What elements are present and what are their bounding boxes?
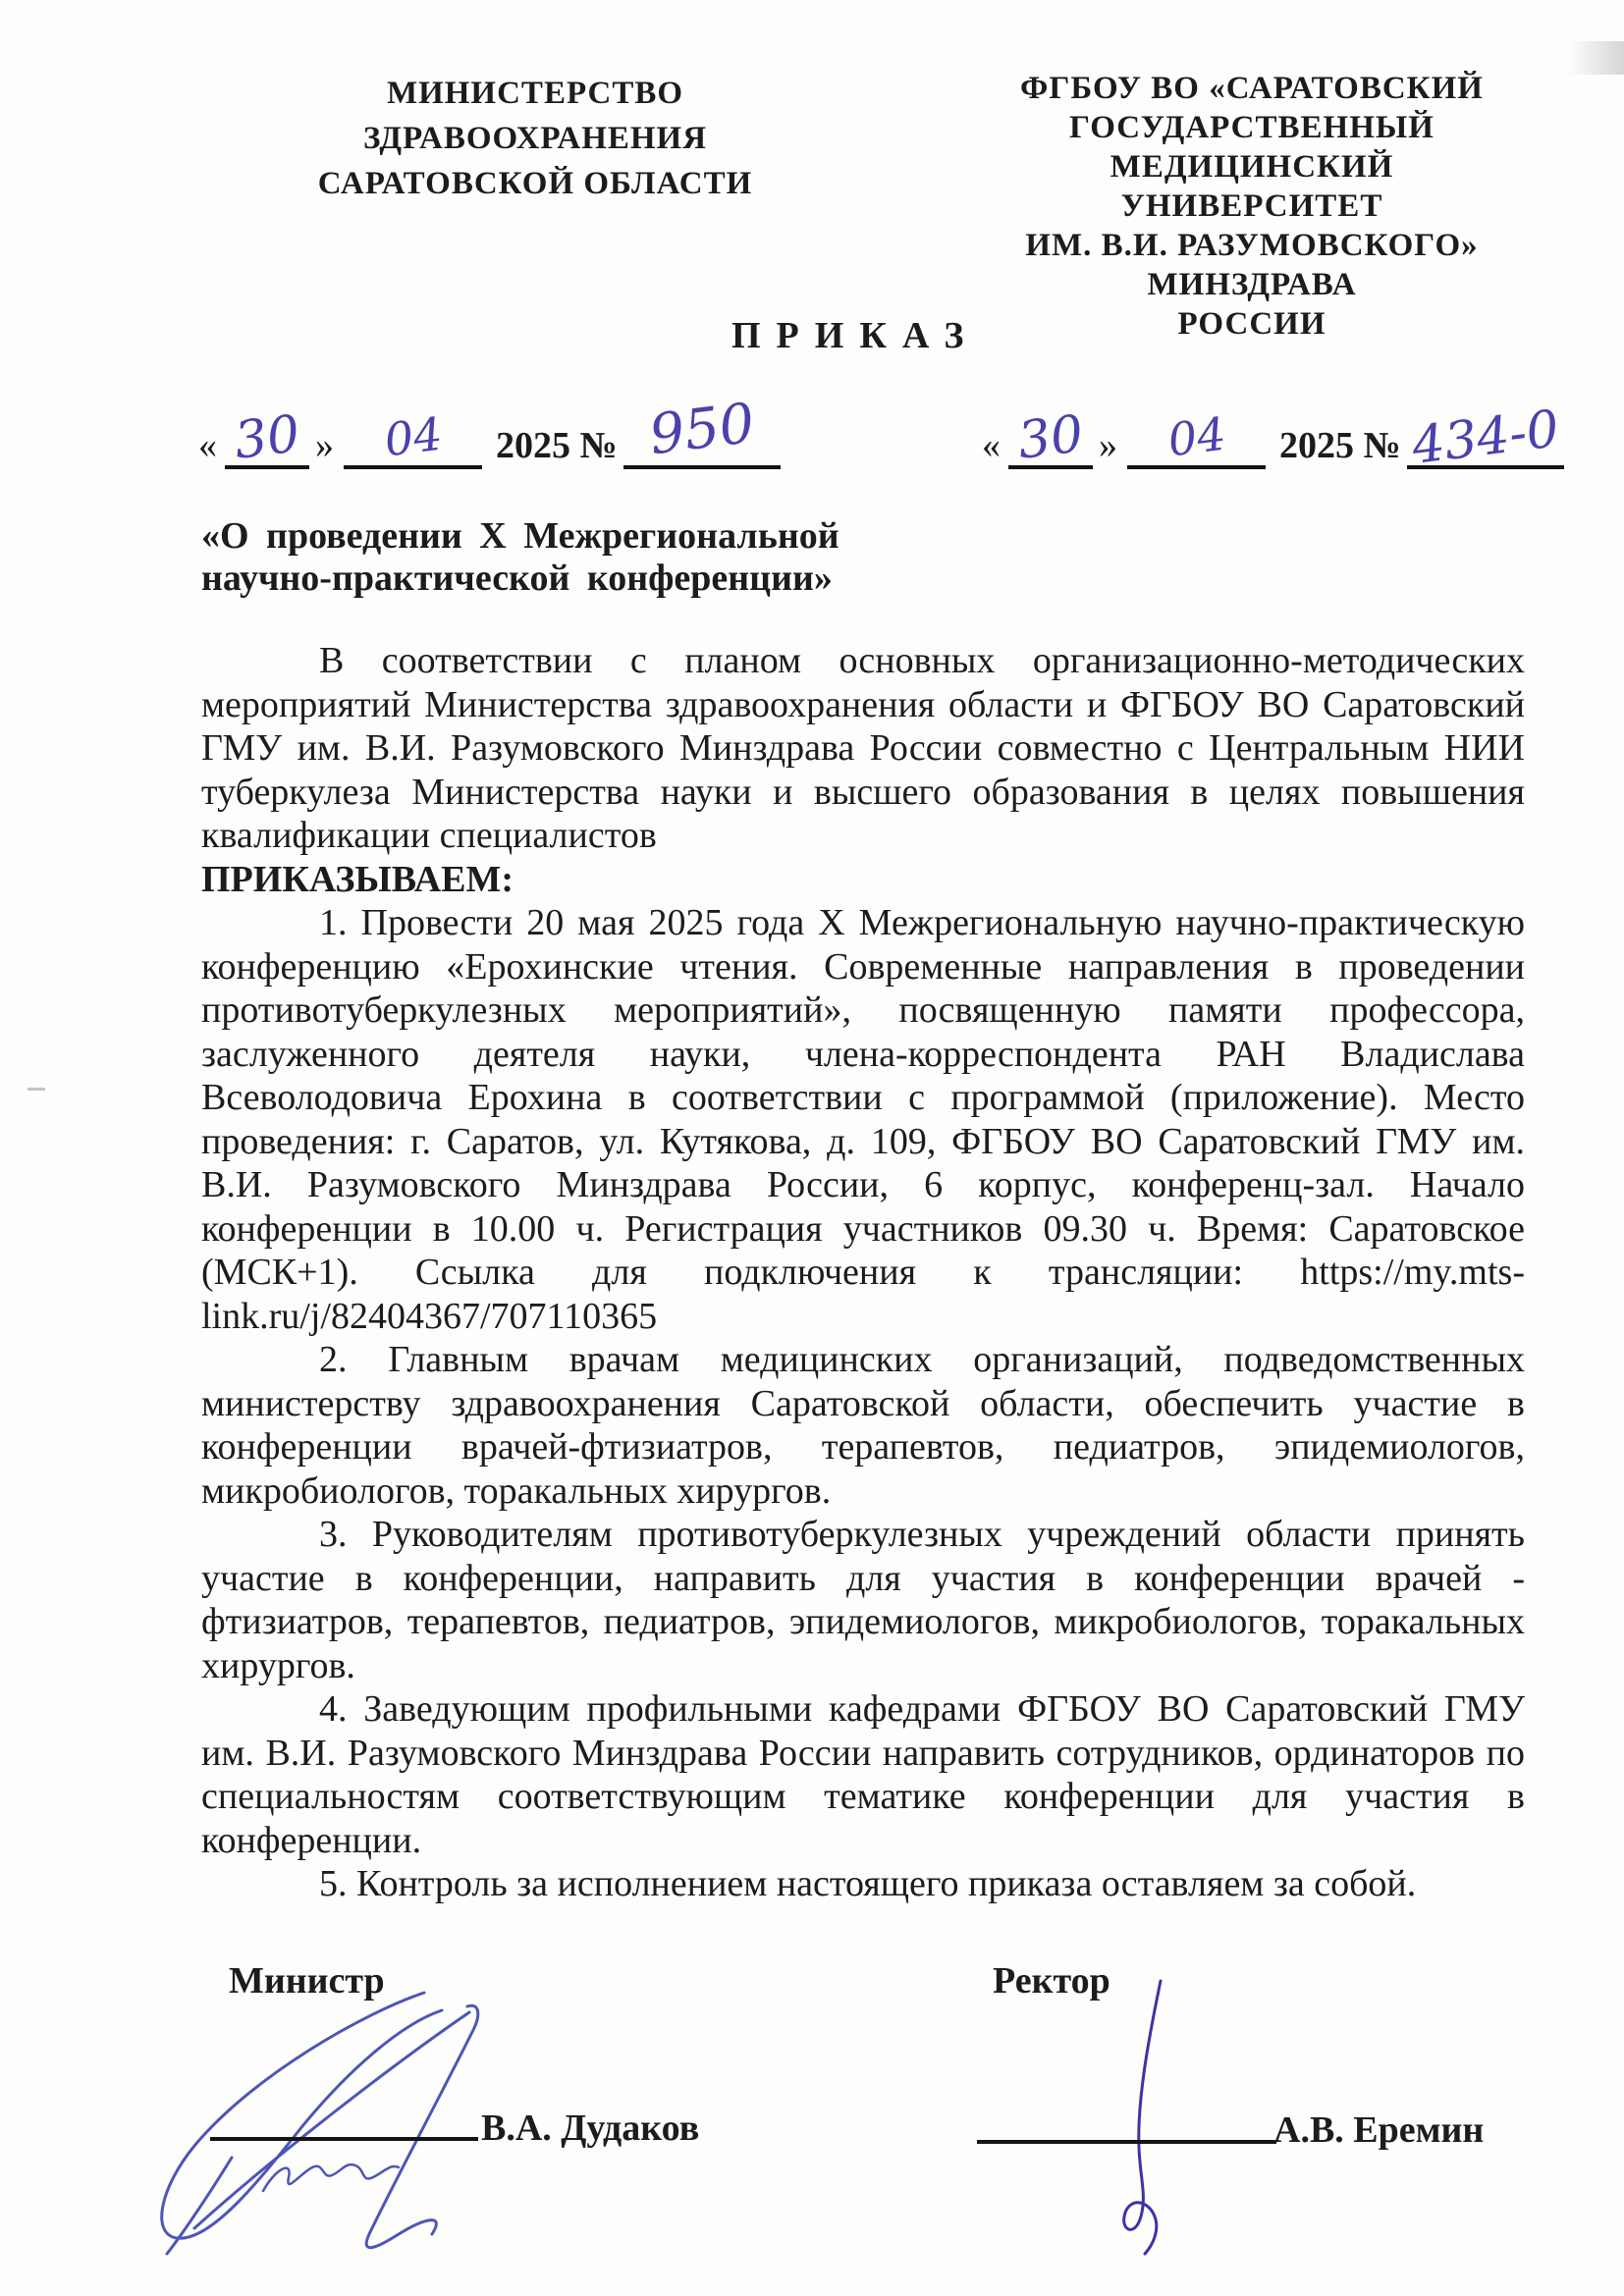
date-number-field-ministry	[198, 391, 781, 471]
order-item-3: 3. Руководителям противотуберкулезных учреждений области принять участие в конференции, направить для участия в конференции врачей - фтизиатров, терапевтов, педиатров, эпидемиологов, микробиологов, торакальных хирургов.	[201, 1514, 1525, 1686]
signer-title-minister: Министр	[229, 1960, 385, 2002]
order-item-4: 4. Заведующим профильными кафедрами ФГБОУ ВО Саратовский ГМУ им. В.И. Разумовского Минздрава России направить сотрудников, ординаторов по специальностям соответствующим тематике конференции для участия в конференции.	[201, 1688, 1525, 1861]
signer-title-rector: Ректор	[993, 1960, 1110, 2002]
number-blank-line	[623, 391, 781, 469]
date-number-field-university	[982, 400, 1564, 476]
document-title: ПРИКАЗ	[731, 315, 980, 356]
order-body	[201, 639, 1525, 1906]
org-line: УНИВЕРСИТЕТ	[1120, 188, 1383, 224]
org-line: МИНИСТЕРСТВО ЗДРАВООХРАНЕНИЯ	[362, 76, 708, 156]
signer-name-minister: В.А. Дудаков	[481, 2108, 700, 2149]
org-line: ИМ. В.И. РАЗУМОВСКОГО» МИНЗДРАВА	[1025, 228, 1479, 302]
quote-close: »	[1099, 425, 1117, 466]
org-line: РОССИИ	[1177, 306, 1326, 342]
subject-line: «О проведении X Межрегиональной	[201, 515, 839, 557]
number-blank-line	[1407, 400, 1564, 476]
org-line: САРАТОВСКОЙ ОБЛАСТИ	[317, 166, 753, 201]
org-line: ГОСУДАРСТВЕННЫЙ МЕДИЦИНСКИЙ	[1069, 110, 1435, 185]
month-blank-line	[344, 406, 482, 469]
year-and-number-label: 2025 №	[496, 425, 618, 466]
month-blank-line	[1127, 406, 1266, 469]
handwritten-month: 04	[1164, 406, 1228, 467]
day-blank-line	[225, 404, 309, 471]
command-word: ПРИКАЗЫВАЕМ:	[201, 858, 514, 900]
signature-line-minister	[210, 2137, 478, 2141]
quote-open: «	[198, 425, 217, 466]
signer-name-rector: А.В. Еремин	[1273, 2109, 1485, 2151]
org-line: ФГБОУ ВО «САРАТОВСКИЙ	[1020, 71, 1484, 106]
quote-open: «	[982, 425, 1001, 466]
handwritten-day: 30	[231, 404, 303, 471]
scan-artifact-corner	[1569, 41, 1624, 75]
year-and-number-label: 2025 №	[1279, 425, 1401, 466]
day-blank-line	[1008, 404, 1093, 471]
scan-artifact-dash	[27, 1088, 45, 1091]
order-item-1: 1. Провести 20 мая 2025 года X Межрегиональную научно-практическую конференцию «Ерохинские чтения. Современные направления в проведении противотуберкулезных мероприятий», посвященную памяти профессора, заслуженного деятеля науки, члена-корреспондента РАН Владислава Всеволодовича Ерохина в соответствии с программой (приложение). Место проведения: г. Саратов, ул. Кутякова, д. 109, ФГБОУ ВО Саратовский ГМУ им. В.И. Разумовского Минздрава России, 6 корпус, конференц-зал. Начало конференции в 10.00 ч. Регистрация участников 09.30 ч. Время: Саратовское (МСК+1). Ссылка для подключения к трансляции: https://my.mts-link.ru/j/82404367/707110365	[201, 902, 1525, 1337]
signature-line-rector	[977, 2140, 1276, 2144]
signature-rector	[1098, 1975, 1186, 2260]
handwritten-order-number: 950	[645, 391, 758, 468]
handwritten-month: 04	[381, 406, 445, 467]
subject-line: научно-практической конференции»	[201, 558, 833, 599]
quote-close: »	[315, 425, 334, 466]
handwritten-day: 30	[1014, 404, 1087, 471]
order-subject	[201, 515, 839, 600]
order-item-5: 5. Контроль за исполнением настоящего приказа оставляем за собой.	[319, 1863, 1417, 1904]
order-item-2: 2. Главным врачам медицинских организаций, подведомственных министерству здравоохранения Саратовской области, обеспечить участие в конференции врачей-фтизиатров, терапевтов, педиатров, эпидемиологов, микробиологов, торакальных хирургов.	[201, 1339, 1525, 1512]
intro-paragraph: В соответствии с планом основных организационно-методических мероприятий Министерства здравоохранения области и ФГБОУ ВО Саратовский ГМУ им. В.И. Разумовского Минздрава России совместно с Центральным НИИ туберкулеза Министерства науки и высшего образования в целях повышения квалификации специалистов	[201, 640, 1525, 856]
org-name-university	[928, 69, 1576, 344]
handwritten-order-number: 434-0	[1408, 400, 1562, 476]
org-name-ministry	[211, 71, 859, 206]
